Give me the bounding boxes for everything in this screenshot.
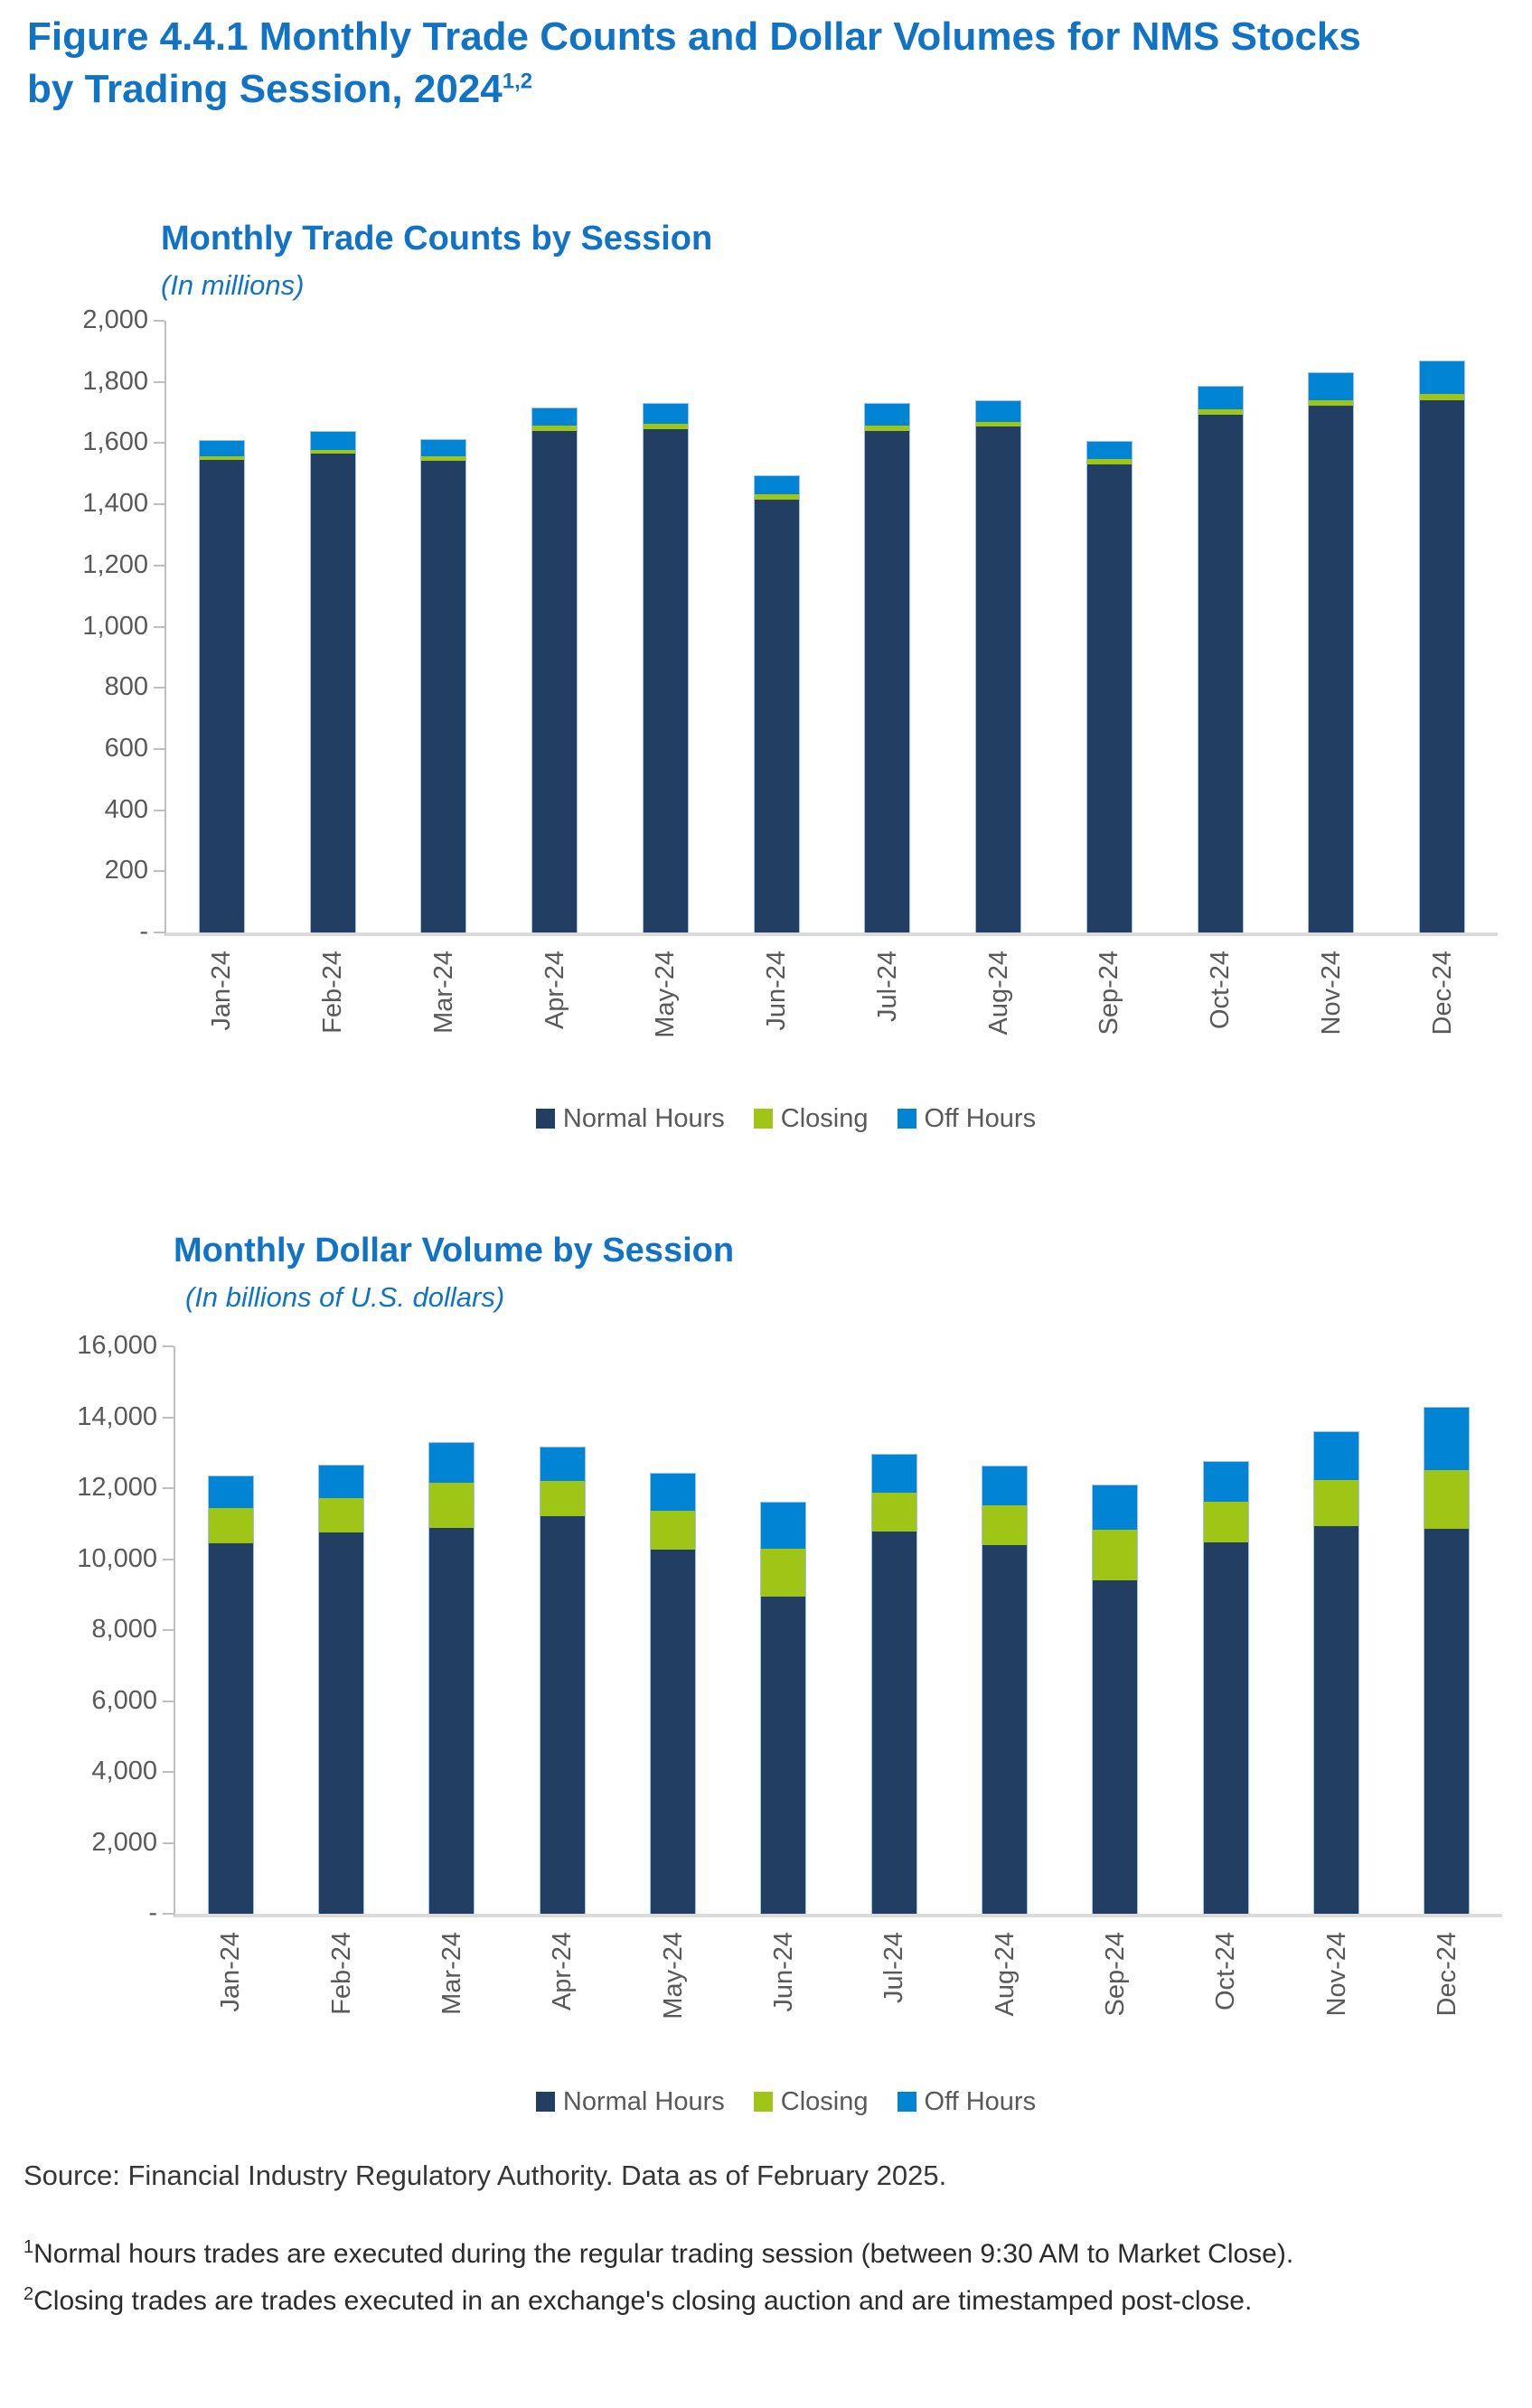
bar-segment-closing	[651, 1511, 695, 1550]
bar-segment-normal-hours	[1424, 1529, 1469, 1914]
y-axis-tick	[154, 320, 164, 322]
bar-jul-24	[871, 1454, 917, 1914]
bar-segment-off-hours	[1087, 442, 1132, 459]
bar-segment-off-hours	[200, 441, 244, 456]
bar-segment-normal-hours	[429, 1528, 474, 1914]
bar-segment-closing	[319, 1498, 363, 1532]
bar-segment-off-hours	[651, 1474, 695, 1511]
bar-segment-off-hours	[540, 1448, 585, 1481]
x-axis-label: Aug-24	[990, 1932, 1020, 2017]
y-axis-tick	[154, 870, 164, 872]
bar-jul-24	[864, 403, 910, 932]
legend-label: Closing	[780, 1103, 869, 1133]
x-axis-label: Oct-24	[1211, 1932, 1241, 2011]
y-axis-tick	[163, 1771, 174, 1773]
x-axis-label: Nov-24	[1321, 1932, 1351, 2017]
bar-segment-normal-hours	[311, 454, 355, 932]
bar-segment-off-hours	[429, 1443, 474, 1483]
bar-segment-closing	[872, 1493, 916, 1532]
bar-nov-24	[1308, 372, 1354, 932]
bar-segment-normal-hours	[532, 431, 577, 932]
bar-segment-normal-hours	[865, 431, 909, 932]
x-axis-label: Jan-24	[207, 951, 237, 1031]
figure-title-line1: Figure 4.4.1 Monthly Trade Counts and Dollar Volumes for NMS Stocks	[27, 14, 1361, 59]
bar-may-24	[650, 1473, 696, 1914]
bar-segment-normal-hours	[1420, 400, 1464, 932]
bar-segment-normal-hours	[755, 500, 799, 932]
y-axis-tick-label: 400	[104, 794, 148, 824]
y-axis-tick	[154, 626, 164, 628]
legend-label: Closing	[780, 2086, 869, 2116]
x-axis-label: Apr-24	[548, 1932, 578, 2011]
y-axis-tick	[154, 565, 164, 567]
legend-swatch-off-hours	[898, 1109, 916, 1129]
y-axis-tick-label: 16,000	[77, 1331, 157, 1360]
x-axis-label: Jul-24	[879, 1932, 909, 2003]
bar-apr-24	[531, 408, 578, 932]
bar-segment-normal-hours	[540, 1516, 585, 1914]
x-axis-label: Feb-24	[318, 951, 348, 1034]
legend-item-closing	[754, 1104, 869, 1134]
bar-segment-normal-hours	[1093, 1580, 1137, 1914]
chart-title: Monthly Dollar Volume by Session	[174, 1232, 735, 1270]
y-axis-tick-label: 1,000	[82, 611, 148, 641]
y-axis-tick	[154, 687, 164, 689]
bar-segment-normal-hours	[1309, 406, 1353, 932]
y-axis-tick-label: -	[139, 917, 148, 946]
y-axis-tick-label: 200	[104, 856, 148, 885]
y-axis-tick-label: 2,000	[82, 305, 148, 334]
x-axis-label: Feb-24	[326, 1932, 356, 2015]
legend-label: Off Hours	[924, 2086, 1037, 2116]
x-axis-label: Apr-24	[540, 951, 569, 1030]
bar-mar-24	[428, 1442, 475, 1914]
legend-item-normal-hours	[536, 1104, 725, 1134]
y-axis-tick	[154, 810, 164, 811]
x-axis-label: Jun-24	[768, 1932, 798, 2012]
bar-jan-24	[199, 440, 245, 932]
trade-counts-legend	[164, 1104, 1407, 1133]
bar-segment-closing	[1424, 1470, 1469, 1529]
y-axis-tick	[163, 1629, 174, 1631]
bar-segment-closing	[1420, 394, 1464, 400]
y-axis-tick	[154, 442, 164, 444]
dollar-volume-plot-area	[77, 1331, 1502, 2019]
y-axis-tick-label: 600	[104, 733, 148, 763]
bar-may-24	[643, 403, 689, 932]
bar-segment-normal-hours	[1087, 464, 1132, 932]
bar-segment-off-hours	[761, 1503, 805, 1549]
bar-mar-24	[420, 439, 466, 932]
bar-segment-normal-hours	[200, 460, 244, 932]
y-axis-tick-label: 800	[104, 672, 148, 702]
bar-segment-closing	[982, 1505, 1027, 1545]
bar-segment-off-hours	[755, 476, 799, 494]
x-axis-label: Sep-24	[1100, 1932, 1130, 2017]
x-axis-label: Oct-24	[1206, 951, 1236, 1030]
bar-segment-closing	[209, 1508, 253, 1543]
bar-jun-24	[754, 475, 800, 932]
bar-segment-off-hours	[1093, 1485, 1137, 1530]
legend-label: Normal Hours	[562, 1103, 725, 1133]
y-axis-tick-label: 14,000	[77, 1401, 157, 1431]
bar-segment-off-hours	[532, 408, 577, 426]
bar-nov-24	[1313, 1431, 1359, 1914]
y-axis-tick	[163, 1487, 174, 1489]
bar-segment-off-hours	[1420, 361, 1464, 394]
bar-segment-normal-hours	[651, 1550, 695, 1914]
y-axis-tick-label: 12,000	[77, 1473, 157, 1502]
x-axis-label: Nov-24	[1316, 951, 1346, 1035]
bar-feb-24	[318, 1465, 364, 1914]
legend-swatch-closing	[754, 1109, 773, 1129]
chart-subtitle: (In millions)	[161, 269, 305, 301]
bar-segment-normal-hours	[761, 1597, 805, 1914]
bar-segment-closing	[1093, 1530, 1137, 1580]
legend-item-closing	[754, 2087, 869, 2117]
bar-aug-24	[982, 1466, 1028, 1914]
bar-segment-off-hours	[865, 404, 909, 426]
bar-segment-off-hours	[872, 1455, 916, 1493]
legend-item-normal-hours	[536, 2087, 725, 2117]
x-axis-label: Sep-24	[1095, 951, 1124, 1035]
y-axis-tick-label: -	[148, 1898, 157, 1927]
y-axis-tick-label: 10,000	[77, 1543, 157, 1573]
footnote-1-marker: 1	[23, 2237, 34, 2257]
bar-segment-normal-hours	[209, 1543, 253, 1914]
y-axis-tick	[154, 381, 164, 383]
bar-segment-off-hours	[1198, 387, 1243, 409]
bar-segment-normal-hours	[421, 461, 465, 932]
x-axis-label: Mar-24	[437, 1932, 466, 2015]
bar-segment-off-hours	[209, 1476, 253, 1508]
legend-swatch-closing	[754, 2092, 773, 2112]
x-axis-label: May-24	[658, 1932, 688, 2019]
y-axis-tick-label: 6,000	[91, 1685, 157, 1715]
y-axis-tick-label: 8,000	[91, 1615, 157, 1644]
bar-oct-24	[1203, 1461, 1249, 1914]
trade-counts-plot-area	[82, 305, 1498, 1038]
chart-subtitle: (In billions of U.S. dollars)	[185, 1281, 505, 1313]
y-axis-tick-label: 2,000	[91, 1827, 157, 1857]
y-axis-tick-label: 4,000	[91, 1757, 157, 1785]
legend-label: Normal Hours	[562, 2086, 725, 2116]
bar-segment-closing	[1314, 1480, 1358, 1526]
bar-segment-closing	[1204, 1502, 1248, 1542]
bar-sep-24	[1092, 1485, 1138, 1914]
bar-segment-off-hours	[1204, 1462, 1248, 1502]
figure-title-line2: by Trading Session, 2024	[27, 67, 503, 111]
source-note: Source: Financial Industry Regulatory Authority. Data as of February 2025.	[23, 2160, 947, 2191]
bar-segment-off-hours	[311, 432, 355, 450]
bar-segment-off-hours	[1314, 1432, 1358, 1480]
bar-segment-off-hours	[976, 401, 1020, 422]
bar-segment-off-hours	[644, 404, 688, 424]
y-axis-tick	[163, 1345, 174, 1347]
dollar-volume-legend	[164, 2087, 1407, 2116]
y-axis-tick-label: 1,400	[82, 489, 148, 519]
bar-jun-24	[760, 1502, 806, 1914]
y-axis-tick-label: 1,200	[82, 549, 148, 579]
bar-feb-24	[310, 431, 356, 932]
x-axis-label: Jul-24	[872, 951, 902, 1022]
figure-title	[27, 11, 1473, 116]
y-axis-tick	[163, 1559, 174, 1560]
x-axis-label: May-24	[651, 951, 681, 1038]
bar-segment-normal-hours	[644, 429, 688, 932]
bar-segment-off-hours	[982, 1466, 1027, 1505]
x-axis-label: Dec-24	[1427, 951, 1457, 1035]
x-axis-label: Aug-24	[983, 951, 1013, 1035]
bar-segment-off-hours	[421, 440, 465, 456]
legend-item-off-hours	[898, 1104, 1037, 1134]
bar-segment-normal-hours	[976, 426, 1020, 932]
legend-swatch-off-hours	[898, 2092, 916, 2112]
bar-segment-normal-hours	[982, 1545, 1027, 1914]
bar-segment-normal-hours	[1314, 1526, 1358, 1914]
y-axis-tick	[163, 1913, 174, 1915]
chart-title: Monthly Trade Counts by Session	[161, 220, 713, 258]
footnote-2	[23, 2286, 1506, 2317]
bar-oct-24	[1198, 386, 1244, 932]
figure-title-footnote-refs: 1,2	[502, 69, 533, 94]
bar-apr-24	[540, 1447, 586, 1914]
bar-dec-24	[1419, 361, 1465, 932]
bar-aug-24	[975, 400, 1021, 932]
footnote-1	[23, 2239, 1506, 2270]
y-axis-tick	[154, 932, 164, 933]
bar-segment-normal-hours	[1198, 415, 1243, 932]
bar-dec-24	[1424, 1407, 1470, 1914]
bar-segment-closing	[540, 1481, 585, 1516]
bar-sep-24	[1086, 441, 1133, 932]
y-axis-tick	[163, 1701, 174, 1702]
y-axis-tick	[154, 503, 164, 505]
bar-segment-normal-hours	[1204, 1542, 1248, 1914]
legend-swatch-normal-hours	[536, 2092, 555, 2112]
x-axis-label: Jun-24	[762, 951, 792, 1031]
y-axis-tick-label: 1,800	[82, 366, 148, 396]
bar-segment-off-hours	[1424, 1408, 1469, 1470]
footnote-2-marker: 2	[23, 2284, 34, 2304]
y-axis-tick	[154, 748, 164, 750]
legend-swatch-normal-hours	[536, 1109, 555, 1129]
bar-segment-off-hours	[1309, 373, 1353, 400]
bar-segment-normal-hours	[319, 1532, 363, 1914]
footnote-1-text: Normal hours trades are executed during the regular trading session (between 9:30 AM to Market Close).	[33, 2239, 1294, 2269]
bar-segment-closing	[761, 1549, 805, 1597]
footnote-2-text: Closing trades are trades executed in an exchange's closing auction and are timestamped post-close.	[33, 2286, 1253, 2316]
x-axis-label: Mar-24	[428, 951, 458, 1034]
y-axis-tick	[163, 1842, 174, 1844]
bar-segment-normal-hours	[872, 1532, 916, 1914]
y-axis-tick-label: 1,600	[82, 427, 148, 457]
legend-label: Off Hours	[924, 1103, 1037, 1133]
bar-jan-24	[208, 1476, 254, 1914]
y-axis-tick	[163, 1417, 174, 1419]
bar-segment-closing	[429, 1483, 474, 1528]
legend-item-off-hours	[898, 2087, 1037, 2117]
x-axis-label: Jan-24	[216, 1932, 246, 2012]
x-axis-label: Dec-24	[1432, 1932, 1462, 2017]
bar-segment-off-hours	[319, 1466, 363, 1498]
